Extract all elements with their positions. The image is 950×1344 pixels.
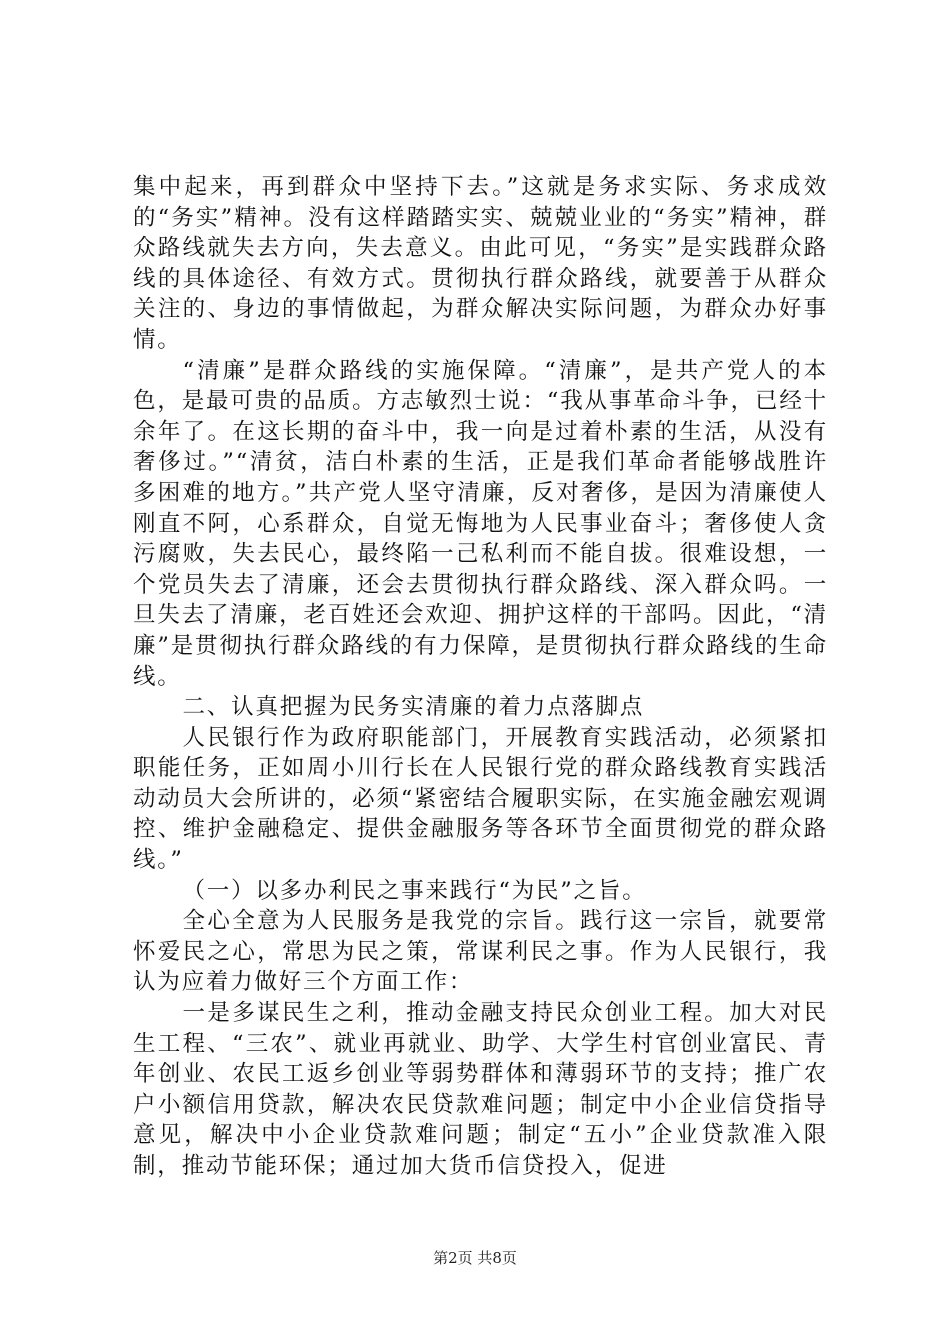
paragraph-wushi-continued: 集中起来，再到群众中坚持下去。”这就是务求实际、务求成效的“务实”精神。没有这样踏踏实实、兢兢业业的“务实”精神，群众路线就失去方向，失去意义。由此可见，“务实”是实践群众路线的具体途径、有效方式。贯彻执行群众路线，就要善于从群众关注的、身边的事情做起，为群众解决实际问题，为群众办好事情。 bbox=[133, 174, 828, 353]
subsection-heading-1: （一）以多办利民之事来践行“为民”之旨。 bbox=[182, 877, 647, 904]
paragraph-pboc-duty: 人民银行作为政府职能部门，开展教育实践活动，必须紧扣职能任务，正如周小川行长在人民银行党的群众路线教育实践活动动员大会所讲的，必须“紧密结合履职实际，在实施金融宏观调控、维护金融稳定、提供金融服务等各环节全面贯彻党的群众路线。” bbox=[133, 724, 828, 874]
paragraph-item-one: 一是多谋民生之利，推动金融支持民众创业工程。加大对民生工程、“三农”、就业再就业、助学、大学生村官创业富民、青年创业、农民工返乡创业等弱势群体和薄弱环节的支持；推广农户小额信用贷款，解决农民贷款难问题；制定中小企业信贷指导意见，解决中小企业贷款难问题；制定“五小”企业贷款准入限制，推动节能环保；通过加大货币信贷投入，促进 bbox=[133, 1000, 828, 1179]
section-heading-2: 二、认真把握为民务实清廉的着力点落脚点 bbox=[182, 694, 645, 721]
paragraph-serve-people: 全心全意为人民服务是我党的宗旨。践行这一宗旨，就要常怀爱民之心，常思为民之策，常谋利民之事。作为人民银行，我认为应着力做好三个方面工作： bbox=[133, 908, 828, 996]
page-number-label: 第2页 共8页 bbox=[433, 1249, 517, 1267]
paragraph-qinglian: “清廉”是群众路线的实施保障。“清廉”，是共产党人的本色，是最可贵的品质。方志敏烈士说：“我从事革命斗争，已经十余年了。在这长期的奋斗中，我一向是过着朴素的生活，从没有奢侈过。”“清贫，洁白朴素的生活，正是我们革命者能够战胜许多困难的地方。”共产党人坚守清廉，反对奢侈，是因为清廉使人刚直不阿，心系群众，自觉无悔地为人民事业奋斗；奢侈使人贪污腐败，失去民心，最终陷一己私利而不能自拔。很难设想，一个党员失去了清廉，还会去贯彻执行群众路线、深入群众吗。一旦失去了清廉，老百姓还会欢迎、拥护这样的干部吗。因此，“清廉”是贯彻执行群众路线的有力保障，是贯彻执行群众路线的生命线。 bbox=[133, 357, 828, 690]
document-body bbox=[133, 172, 828, 1182]
page-footer bbox=[0, 1247, 950, 1268]
